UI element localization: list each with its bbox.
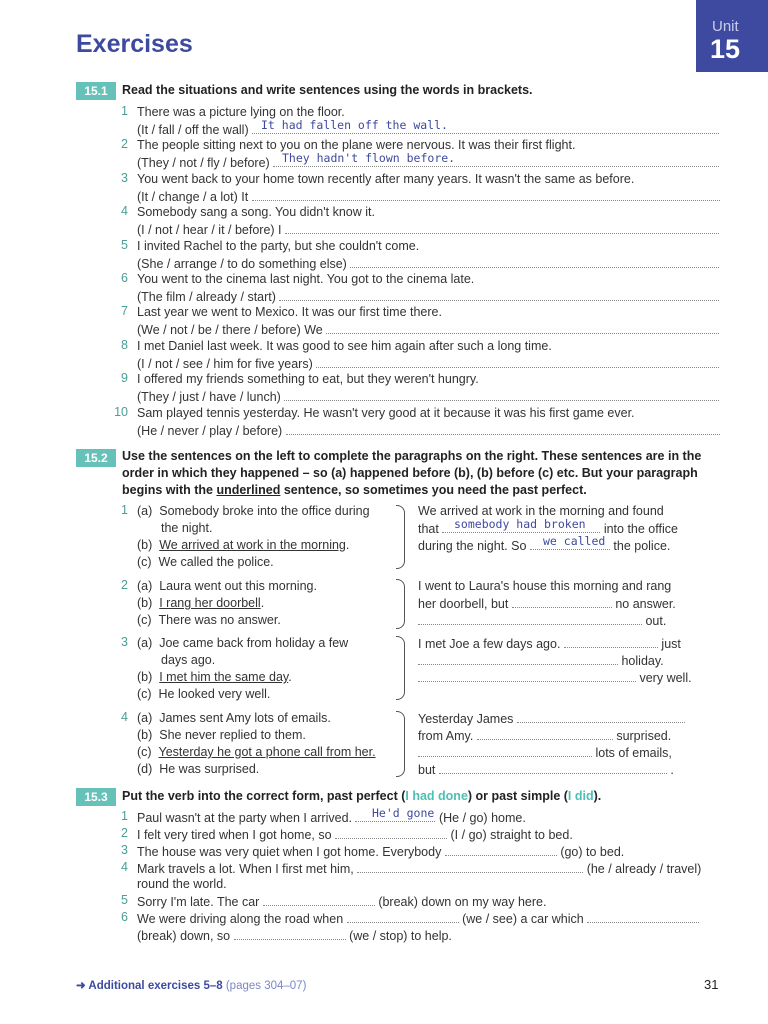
instruction-line [122,482,712,499]
answer-blank[interactable] [326,321,719,334]
paragraph-line: lots of emails, [418,744,672,761]
bracket [396,711,405,777]
event-d: (d) He was surprised. [137,762,260,776]
item-number: 4 [121,710,128,724]
page-number: 31 [704,977,719,992]
prompt-line [137,188,720,205]
instruction-line: Use the sentences on the left to complete the paragraphs on the right. These sentences are in the [122,449,702,463]
unit-number: 15 [710,34,741,64]
item-number: 2 [121,578,128,592]
item-number: 4 [121,204,128,218]
event-a: (a) James sent Amy lots of emails. [137,711,331,725]
page-title: Exercises [76,30,193,58]
bracket [396,505,405,569]
exercise-label-15-2: 15.2 [76,449,116,467]
event-a: (a) Laura went out this morning. [137,579,317,593]
event-a: (a) Somebody broke into the office during [137,504,370,518]
prompt-line [137,355,719,372]
additional-exercises-link[interactable]: ➜ Additional exercises 5–8 (pages 304–07) [76,980,307,992]
exercise-line: (break) down, so (we / stop) to help. [137,929,452,943]
paragraph-line: Yesterday James [418,710,685,727]
answer-blank[interactable] [286,422,720,435]
event-c: (c) There was no answer. [137,613,281,627]
situation-text: You went to the cinema last night. You got to the cinema late. [137,272,475,286]
situation-text: You went back to your home town recently after many years. It wasn't the same as before. [137,172,635,186]
answer-blank[interactable] [350,255,719,268]
situation-text: Last year we went to Mexico. It was our first time there. [137,305,442,319]
paragraph-line: very well. [418,669,692,686]
prompt-line [137,255,719,272]
item-number: 1 [121,104,128,118]
prompt-words: (It / fall / off the wall) [137,123,249,137]
situation-text: The people sitting next to you on the plane were nervous. It was their first flight. [137,138,576,152]
paragraph-line: that into the office [418,522,678,536]
exercise-instruction-15-3: Put the verb into the correct form, past perfect (I had done) or past simple (I did). [122,789,602,803]
answer-blank[interactable] [316,355,719,368]
handwritten-answer: It had fallen off the wall. [261,118,448,132]
paragraph-line: I went to Laura's house this morning and rang [418,579,672,593]
instruction-text: begins with the [122,483,217,497]
event-c: (c) He looked very well. [137,687,271,701]
handwritten-answer: He'd gone [372,806,435,820]
event-a-cont: the night. [161,521,213,535]
unit-word: Unit [712,18,739,35]
item-number: 6 [121,910,128,924]
exercise-line: round the world. [137,877,227,891]
paragraph-line: I met Joe a few days ago. just [418,637,681,651]
prompt-line [137,422,720,439]
exercise-instruction-15-2 [122,448,712,499]
prompt-words: (They / just / have / lunch) [137,390,281,404]
exercise-line: We were driving along the road when (we / see) a car which [137,910,699,927]
item-number: 3 [121,635,128,649]
exercise-line: Paul wasn't at the party when I arrived. (He / go) home. [137,811,526,825]
event-b: (b) She never replied to them. [137,728,306,742]
event-c: (c) We called the police. [137,555,274,569]
item-number: 1 [121,809,128,823]
prompt-words: (The film / already / start) [137,290,276,304]
event-b: (b) We arrived at work in the morning. [137,538,350,552]
item-number: 1 [121,503,128,517]
answer-blank[interactable] [279,288,719,301]
item-number: 9 [121,371,128,385]
event-c: (c) Yesterday he got a phone call from her. [137,745,376,759]
instruction-line: order in which they happened – so (a) happened before (b), (b) before (c) etc. But your paragraph [122,466,698,480]
bracket [396,636,405,700]
answer-blank[interactable] [284,388,719,401]
event-b: (b) I met him the same day. [137,670,292,684]
situation-text: I invited Rachel to the party, but she couldn't come. [137,239,420,253]
item-number: 5 [121,893,128,907]
prompt-words: (I / not / hear / it / before) I [137,223,282,237]
event-a: (a) Joe came back from holiday a few [137,636,349,650]
item-number: 8 [121,338,128,352]
item-number: 7 [121,304,128,318]
prompt-line [137,221,719,238]
situation-text: I met Daniel last week. It was good to see him again after such a long time. [137,339,552,353]
paragraph-line: during the night. So the police. [418,539,671,553]
situation-text: Somebody sang a song. You didn't know it. [137,205,375,219]
exercise-line: Mark travels a lot. When I first met him, (he / already / travel) [137,862,702,876]
prompt-line [137,321,719,338]
prompt-line [137,288,719,305]
bracket [396,579,405,629]
prompt-words: (We / not / be / there / before) We [137,323,323,337]
exercise-label-15-1: 15.1 [76,82,116,100]
exercise-line: I felt very tired when I got home, so (I / go) straight to bed. [137,828,573,842]
item-number: 10 [114,405,128,419]
prompt-words: (She / arrange / to do something else) [137,257,347,271]
answer-blank[interactable] [285,221,719,234]
handwritten-answer: somebody had broken [454,517,586,531]
item-number: 2 [121,826,128,840]
item-number: 3 [121,843,128,857]
paragraph-line: from Amy. surprised. [418,729,672,743]
event-a-cont: days ago. [161,653,216,667]
instruction-text: sentence, so sometimes you need the past perfect. [280,483,587,497]
handwritten-answer: They hadn't flown before. [282,151,456,165]
paragraph-line: but . [418,763,674,777]
situation-text: There was a picture lying on the floor. [137,105,345,119]
exercise-line: The house was very quiet when I got home. Everybody (go) to bed. [137,845,625,859]
paragraph-line: out. [418,612,666,629]
exercise-label-15-3: 15.3 [76,788,116,806]
exercise-instruction-15-1: Read the situations and write sentences using the words in brackets. [122,83,533,97]
unit-badge [696,0,768,72]
prompt-words: (I / not / see / him for five years) [137,357,313,371]
paragraph-line: holiday. [418,652,664,669]
situation-text: Sam played tennis yesterday. He wasn't very good at it because it was his first game ever. [137,406,635,420]
prompt-words: (It / change / a lot) It [137,190,249,204]
handwritten-answer: we called [543,534,606,548]
prompt-words: (He / never / play / before) [137,424,283,438]
item-number: 3 [121,171,128,185]
instruction-underlined: underlined [216,483,281,497]
exercise-line: Sorry I'm late. The car (break) down on my way here. [137,895,547,909]
prompt-line [137,388,719,405]
situation-text: I offered my friends something to eat, but they weren't hungry. [137,372,479,386]
paragraph-line: We arrived at work in the morning and found [418,504,664,518]
event-b: (b) I rang her doorbell. [137,596,265,610]
prompt-words: (They / not / fly / before) [137,156,270,170]
item-number: 2 [121,137,128,151]
paragraph-line: her doorbell, but no answer. [418,597,676,611]
item-number: 6 [121,271,128,285]
answer-blank[interactable] [252,188,720,201]
item-number: 5 [121,238,128,252]
item-number: 4 [121,860,128,874]
